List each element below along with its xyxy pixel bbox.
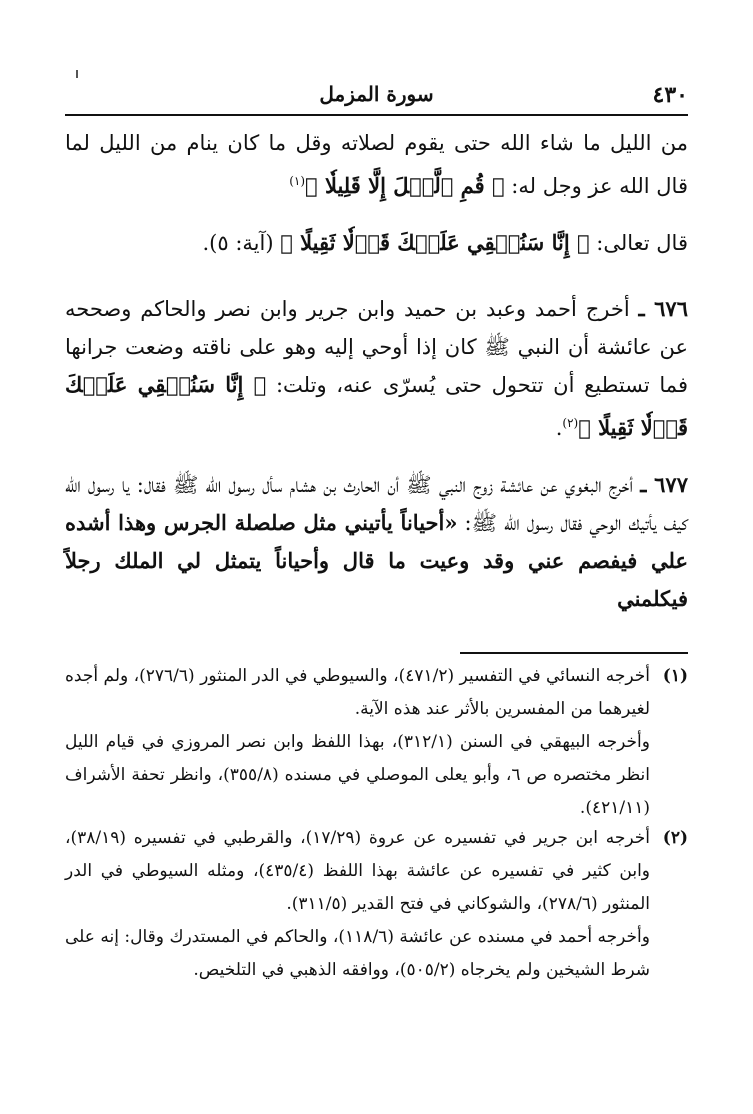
hadith-677-number: ٦٧٧ ـ [640, 472, 688, 497]
hadith-677 [65, 466, 688, 618]
ayah-intro: قال تعالى: [596, 231, 688, 255]
ayah-ref: (آية: ٥). [202, 231, 274, 255]
footnote-1-para-2: وأخرجه البيهقي في السنن (٣١٢/١)، بهذا اللفظ وابن نصر المروزي في قيام الليل انظر مختصره ص ٦، وأبو يعلى الموصلي في مسنده (٣٥٥/٨)، وانظر تحفة الأشراف (٤٢١/١١). [65, 732, 650, 818]
footnote-2-para-1: أخرجه ابن جرير في تفسيره عن عروة (١٧/٢٩)، والقرطبي في تفسيره (٣٨/١٩)، وابن كثير في تفسيره عن عائشة بهذا اللفظ (٤٣٥/٤)، ومثله السيوطي في الدر المنثور (٢٧٨/٦)، والشوكاني في فتح القدير (٣١١/٥). [65, 828, 651, 914]
margin-mark [76, 70, 78, 78]
hadith-676 [65, 290, 688, 447]
intro-paragraph [65, 124, 688, 205]
page-number: ٤٣٠ [652, 82, 688, 108]
footnote-ref-1: (١) [289, 174, 306, 188]
surah-title: سورة المزمل [319, 82, 434, 106]
ayah-paragraph [65, 224, 688, 262]
intro-verse: ﴿ قُمِ ٱلَّيۡلَ إِلَّا قَلِيلٗا ﴾ [305, 173, 505, 198]
footnote-2-para-2: وأخرجه أحمد في مسنده عن عائشة (١١٨/٦)، والحاكم في المستدرك وقال: إنه على شرط الشيخين ولم يخرجاه (٥٠٥/٢)، ووافقه الذهبي في التلخيص. [65, 927, 650, 980]
hadith-677-bold-text: «أحياناً يأتيني مثل صلصلة الجرس وهذا أشده علي فيفصم عني وقد وعيت ما قال وأحياناً يتمثل لي الملك رجلاً فيكلمني [65, 510, 688, 611]
hadith-676-text: أخرج أحمد وعبد بن حميد وابن جرير وابن نصر والحاكم وصححه عن عائشة أن النبي ﷺ كان إذا أوحي إليه وهو على ناقته وضعت جرانها فما تستطيع أن تتحول حتى يُسرّى عنه، وتلت: [65, 297, 688, 397]
ayah-verse: ﴿ إِنَّا سَنُلۡقِي عَلَيۡكَ قَوۡلٗا ثَقِيلًا ﴾ [280, 230, 590, 255]
hadith-676-number: ٦٧٦ ـ [638, 296, 688, 321]
footnote-1-body [65, 660, 650, 825]
footnote-1-para-1: أخرجه النسائي في التفسير (٤٧١/٢)، والسيوطي في الدر المنثور (٢٧٦/٦)، ولم أجده لغيرهما من المفسرين بالأثر عند هذه الآية. [65, 666, 650, 719]
footnote-ref-2: (٢) [562, 416, 579, 430]
intro-text: من الليل ما شاء الله حتى يقوم لصلاته وقل ما كان ينام من الليل لما قال الله عز وجل له: [65, 131, 688, 198]
footnote-2-body [65, 822, 650, 987]
footnote-1 [65, 660, 688, 825]
page-header [65, 80, 688, 116]
footnote-2-number: (٢) [662, 828, 688, 848]
hadith-677-text: أخرج البغوي عن عائشة زوج النبي ﷺ أن الحارث بن هشام سأل رسول الله ﷺ فقال: يا رسول الله كيف يأتيك الوحي فقال رسول الله ﷺ: [65, 473, 688, 535]
footnote-1-number: (١) [662, 666, 688, 686]
footnote-divider [460, 652, 688, 654]
hadith-676-end: . [555, 416, 563, 440]
hadith-676-verse: ﴿ إِنَّا سَنُلۡقِي عَلَيۡكَ قَوۡلٗا ثَقِيلًا ﴾ [65, 372, 688, 440]
footnote-2 [65, 822, 688, 987]
